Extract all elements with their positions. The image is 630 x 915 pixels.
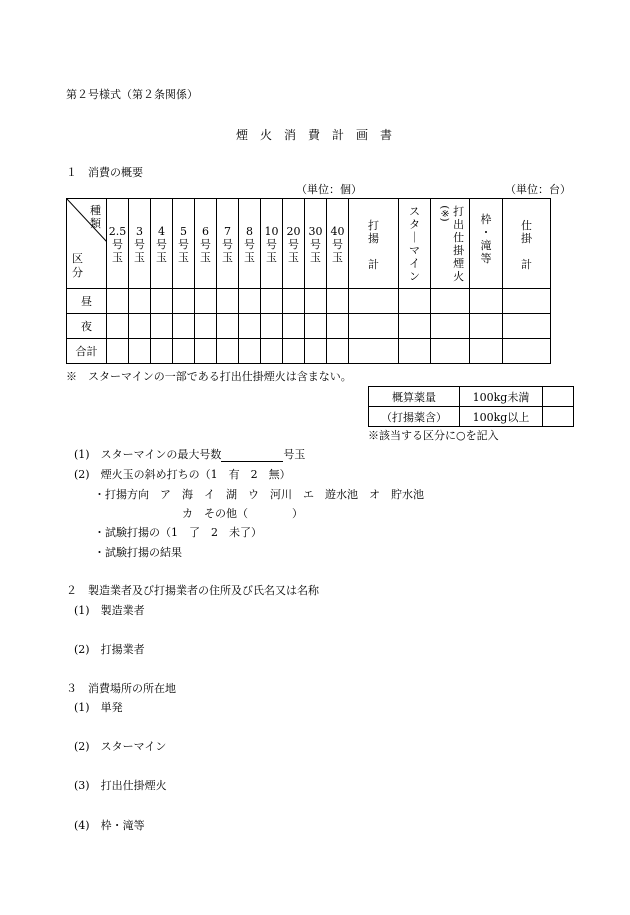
fire-option-1: 100kg未満 (460, 387, 543, 407)
col-size-20: 20 号 玉 (283, 199, 305, 289)
col-uchidashi-shikake: (※) 打 出 仕 掛 煙 火 (431, 199, 470, 289)
table-note: ※ スターマインの一部である打出仕掛煙火は含まない。 (66, 370, 352, 383)
max-size-blank[interactable] (221, 449, 283, 462)
row-label-night: 夜 (67, 314, 107, 339)
location-single: (1) 単発 (74, 701, 123, 714)
table-row (67, 339, 551, 364)
col-size-30: 30 号 玉 (305, 199, 327, 289)
table-row (67, 314, 551, 339)
col-shikake-total: 仕 掛 計 (503, 199, 551, 289)
col-starmine: ス タ ｜ マ イ ン (399, 199, 431, 289)
section1-heading: １ 消費の概要 (66, 166, 143, 179)
location-shikake: (3) 打出仕掛煙火 (74, 779, 167, 792)
col-size-10: 10 号 玉 (261, 199, 283, 289)
col-waku-taki: 枠 ・ 滝 等 (470, 199, 503, 289)
launch-direction: ・打揚方向 ア 海 イ 湖 ウ 河川 エ 遊水池 オ 貯水池 (94, 488, 424, 501)
unit-unit-label: （単位：台） (505, 183, 571, 196)
col-size-4: 4 号 玉 (151, 199, 173, 289)
table-header-row (67, 199, 551, 289)
col-size-3: 3 号 玉 (129, 199, 151, 289)
fire-label-1: 概算薬量 (369, 387, 460, 407)
shikake-note-mark: (※) (438, 205, 450, 222)
location-starmine: (2) スターマイン (74, 740, 167, 753)
fire-note: ※該当する区分に○を記入 (368, 429, 499, 442)
item-diagonal-launch: (2) 煙火玉の斜め打ちの（1 有 2 無） (74, 468, 291, 481)
test-launch: ・試験打揚の（1 了 2 未了） (94, 526, 262, 539)
table-row (67, 289, 551, 314)
launcher-label: (2) 打揚業者 (74, 643, 145, 656)
consumption-table (66, 198, 551, 364)
corner-type-label: 種 類 (90, 204, 101, 230)
form-number: 第２号様式（第２条関係） (66, 88, 198, 101)
item-starmine-max: (1) スターマインの最大号数 号玉 (74, 448, 306, 461)
explosive-amount-table (368, 386, 574, 427)
launch-direction-other: カ その他（ ） (182, 507, 303, 520)
fire-check-2[interactable] (543, 407, 574, 427)
col-size-2-5: 2.5 号 玉 (107, 199, 129, 289)
col-size-40: 40 号 玉 (327, 199, 349, 289)
corner-cell (67, 199, 107, 289)
col-size-7: 7 号 玉 (217, 199, 239, 289)
unit-count-label: （単位：個） (296, 183, 362, 196)
section3-heading: ３ 消費場所の所在地 (66, 682, 176, 695)
col-size-5: 5 号 玉 (173, 199, 195, 289)
row-label-total: 合計 (67, 339, 107, 364)
col-size-6: 6 号 玉 (195, 199, 217, 289)
manufacturer-label: (1) 製造業者 (74, 604, 145, 617)
section2-heading: ２ 製造業者及び打揚業者の住所及び氏名又は名称 (66, 584, 319, 597)
test-launch-result: ・試験打揚の結果 (94, 546, 182, 559)
col-size-8: 8 号 玉 (239, 199, 261, 289)
fire-option-2: 100kg以上 (460, 407, 543, 427)
fire-check-1[interactable] (543, 387, 574, 407)
page-title: 煙 火 消 費 計 画 書 (236, 128, 393, 142)
fire-label-2: （打揚薬含） (369, 407, 460, 427)
col-uchiage-total: 打 揚 計 (349, 199, 399, 289)
corner-category-label: 区 分 (72, 252, 83, 279)
location-waku-taki: (4) 枠・滝等 (74, 819, 145, 832)
row-label-day: 昼 (67, 289, 107, 314)
